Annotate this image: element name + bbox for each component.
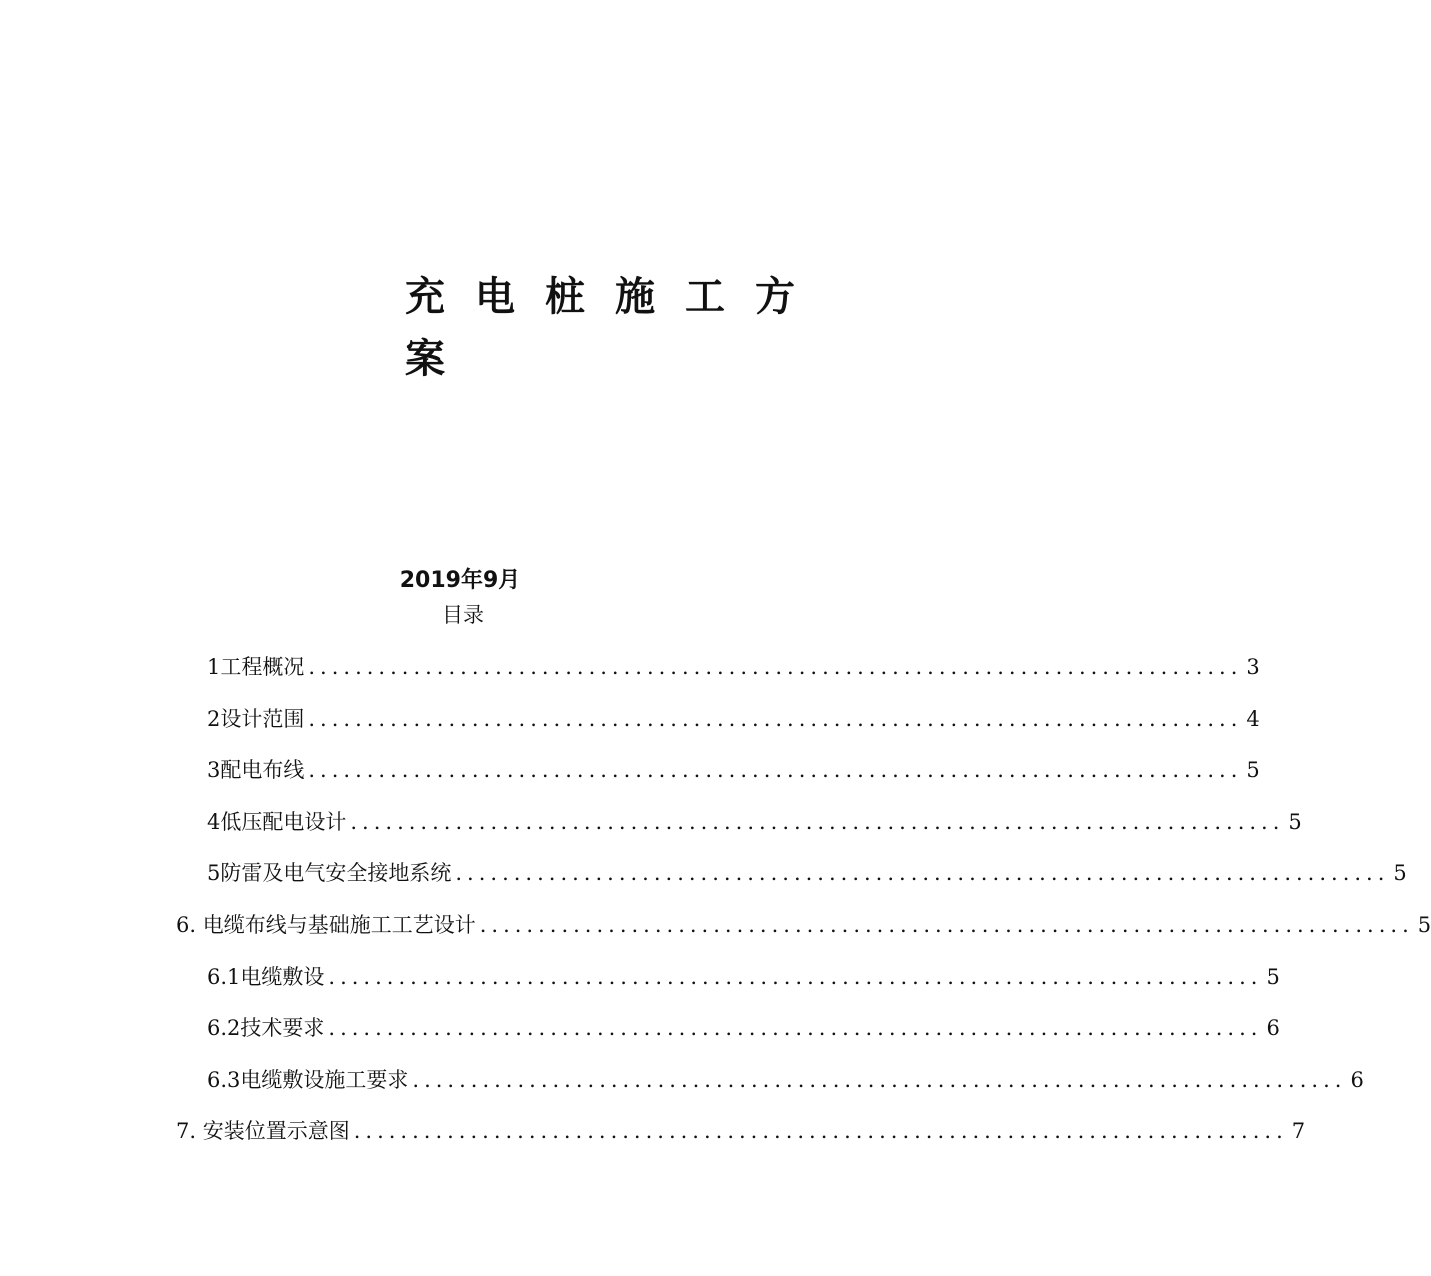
toc-dot-leader: ................................................................................: [350, 810, 1285, 834]
toc-entry[interactable]: [207, 755, 1260, 785]
title-char: 电: [475, 274, 515, 320]
toc-entry-label: 2设计范围: [207, 707, 305, 731]
toc-entry[interactable]: [176, 910, 1431, 940]
toc-entry-label: 7. 安装位置示意图: [176, 1119, 350, 1143]
toc-entry-label: 4低压配电设计: [207, 810, 347, 834]
toc-entry-label: 5防雷及电气安全接地系统: [207, 861, 452, 885]
toc-entry-label: 6.1电缆敷设: [207, 965, 325, 989]
toc-entry-label: 6.2技术要求: [207, 1016, 325, 1040]
document-date: 2019年9月: [399, 568, 521, 593]
toc-entry-page-number: 5: [1288, 810, 1302, 834]
toc-dot-leader: ................................................................................: [308, 707, 1243, 731]
toc-dot-leader: ................................................................................: [455, 861, 1390, 885]
toc-entry-page-number: 6: [1266, 1016, 1280, 1040]
toc-entry[interactable]: [207, 858, 1407, 888]
toc-dot-leader: ................................................................................: [308, 758, 1243, 782]
title-char: 施: [615, 274, 655, 320]
toc-entry-page-number: 6: [1350, 1068, 1364, 1092]
toc-entry[interactable]: [207, 1065, 1364, 1095]
toc-dot-leader: ................................................................................: [328, 965, 1263, 989]
toc-dot-leader: ................................................................................: [308, 655, 1243, 679]
title-line-1: [405, 266, 795, 328]
toc-entry-page-number: 4: [1246, 707, 1260, 731]
title-char: 工: [685, 274, 725, 320]
toc-dot-leader: ................................................................................: [479, 913, 1414, 937]
title-line-2: 案: [405, 336, 445, 382]
toc-dot-leader: ................................................................................: [412, 1068, 1347, 1092]
toc-entry[interactable]: [207, 807, 1302, 837]
title-char: 桩: [545, 274, 585, 320]
toc-entry[interactable]: [207, 652, 1260, 682]
toc-entry-label: 3配电布线: [207, 758, 305, 782]
document-title: [405, 266, 795, 390]
toc-entry-page-number: 3: [1246, 655, 1260, 679]
toc-heading: 目录: [442, 603, 484, 627]
toc-entry-page-number: 5: [1246, 758, 1260, 782]
toc-entry-page-number: 5: [1266, 965, 1280, 989]
toc-entry-label: 1工程概况: [207, 655, 305, 679]
toc-entry[interactable]: [207, 1013, 1280, 1043]
toc-dot-leader: ................................................................................: [328, 1016, 1263, 1040]
toc-entry-page-number: 7: [1291, 1119, 1306, 1143]
title-char: 方: [755, 274, 795, 320]
toc-entry-label: 6.3电缆敷设施工要求: [207, 1068, 409, 1092]
toc-entry[interactable]: [207, 962, 1280, 992]
toc-dot-leader: ................................................................................: [353, 1119, 1288, 1143]
title-char: 充: [405, 274, 445, 320]
toc-entry[interactable]: [176, 1116, 1306, 1146]
toc-entry-page-number: 5: [1417, 913, 1431, 937]
toc-entry[interactable]: [207, 704, 1260, 734]
toc-entry-label: 6. 电缆布线与基础施工工艺设计: [176, 913, 476, 937]
toc-entry-page-number: 5: [1393, 861, 1407, 885]
